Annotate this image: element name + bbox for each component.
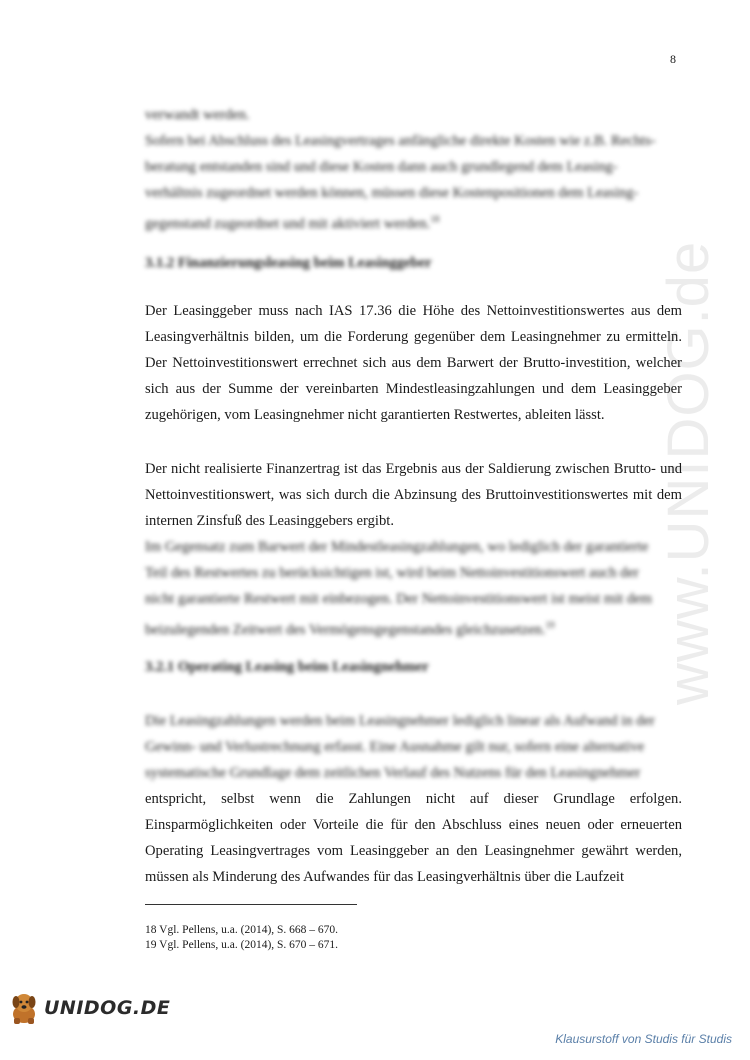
text-line: Teil des Restwertes zu berücksichtigen ist, wird beim Nettoinvestitionswert auch der bbox=[145, 565, 639, 581]
blurred-bottom-block bbox=[145, 708, 682, 786]
logo-text: UNIDOG.DE bbox=[44, 997, 171, 1019]
text-line: Die Leasingzahlungen werden beim Leasingnehmer lediglich linear als Aufwand in der bbox=[145, 713, 655, 729]
footnotes bbox=[145, 923, 338, 953]
text-line: Im Gegensatz zum Barwert der Mindestleasingzahlungen, wo lediglich der garantierte bbox=[145, 539, 649, 555]
watermark: www.UNIDOG.de bbox=[656, 240, 721, 705]
tagline: Klausurstoff von Studis für Studis bbox=[555, 1032, 732, 1046]
text-line: beratung entstanden sind und diese Kosten dann auch grundlegend dem Leasing- bbox=[145, 159, 618, 175]
text-line-content: gegenstand zugeordnet und mit aktiviert werden. bbox=[145, 215, 431, 232]
text-line: nicht garantierte Restwert mit einbezogen. Der Nettoinvestitionswert ist meist mit dem bbox=[145, 591, 653, 607]
section-heading-2: 3.2.1 Operating Leasing beim Leasingnehmer bbox=[145, 659, 429, 675]
text-line-content: beizulegenden Zeitwert des Vermögensgegenstandes gleichzusetzen. bbox=[145, 621, 546, 638]
footnote: 18 Vgl. Pellens, u.a. (2014), S. 668 – 670. bbox=[145, 924, 339, 936]
section-heading-1: 3.1.2 Finanzierungsleasing beim Leasinggeber bbox=[145, 255, 432, 271]
footnote-divider bbox=[145, 904, 357, 905]
blurred-top-block bbox=[145, 102, 682, 237]
blurred-middle-block bbox=[145, 534, 682, 643]
paragraph-2: Der nicht realisierte Finanzertrag ist das Ergebnis aus der Saldierung zwischen Brutto- und Nettoinvestitionswert, was sich durch die Abzinsung des Bruttoinvestitionswertes mit dem internen Zinsfuß des Leasinggebers ergibt. bbox=[145, 461, 682, 529]
footnote-ref: 18 bbox=[430, 214, 440, 224]
paragraph-3: entspricht, selbst wenn die Zahlungen nicht auf dieser Grundlage erfolgen. Einsparmöglichkeiten oder Vorteile die für den Abschluss eines neuen oder erneuerten Operating Leasingvertrages vom Leasinggeber an den Leasingnehmer gewährt werden, müssen als Minderung des Aufwandes für das Leasingverhältnis über die Laufzeit bbox=[145, 791, 682, 885]
text-line: verhältnis zugeordnet werden können, müssen diese Kostenpositionen dem Leasing- bbox=[145, 185, 639, 201]
dog-icon bbox=[6, 990, 42, 1026]
text-line bbox=[145, 206, 682, 237]
paragraph-1: Der Leasinggeber muss nach IAS 17.36 die Höhe des Nettoinvestitionswertes aus dem Leasingverhältnis bilden, um die Forderung gegenüber dem Leasingnehmer zu ermitteln. Der Nettoinvestitionswert errechnet sich aus dem Barwert der Brutto-investition, welcher sich aus der Summe der vereinbarten Mindestleasingzahlungen und dem Leasinggeber zugehörigen, vom Leasingnehmer nicht garantierten Restwertes, ableiten lässt. bbox=[145, 303, 682, 423]
text-line: Gewinn- und Verlustrechnung erfasst. Eine Ausnahme gilt nur, sofern eine alternative bbox=[145, 739, 645, 755]
footnote: 19 Vgl. Pellens, u.a. (2014), S. 670 – 671. bbox=[145, 939, 339, 951]
text-line bbox=[145, 612, 682, 643]
page-number: 8 bbox=[670, 52, 676, 66]
footnote-ref: 19 bbox=[545, 620, 555, 630]
text-line: systematische Grundlage dem zeitlichen Verlauf des Nutzens für den Leasingnehmer bbox=[145, 765, 641, 781]
unidog-logo[interactable] bbox=[6, 990, 170, 1026]
text-line: verwandt werden. bbox=[145, 107, 250, 123]
text-line: Sofern bei Abschluss des Leasingvertrages anfängliche direkte Kosten wie z.B. Rechts- bbox=[145, 133, 656, 149]
